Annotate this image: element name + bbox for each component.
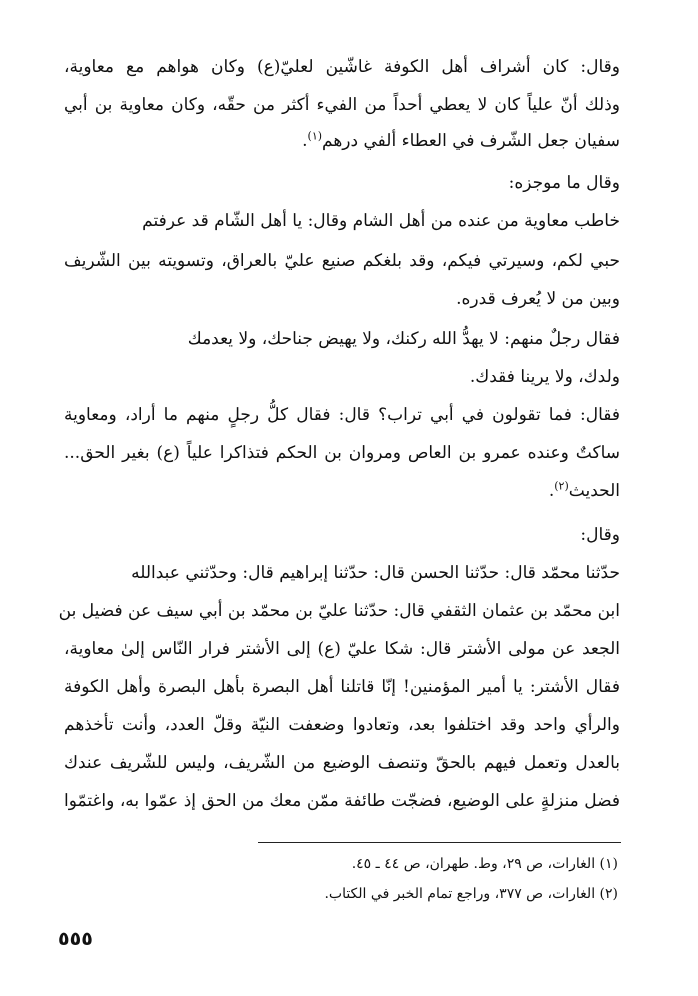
- text-line: والرأي واحد وقد اختلفوا بعد، وتعادوا وضعفت النيّة وقلّ العدد، وأنت تأخذهم: [64, 715, 620, 735]
- punctuation: .: [548, 481, 555, 501]
- text-line-content: الحديث: [568, 481, 620, 501]
- footnote-mark: (٢): [554, 479, 569, 493]
- text-line: حدّثنا محمّد قال: حدّثنا الحسن قال: حدّثنا إبراهيم قال: وحدّثني عبدالله: [131, 563, 620, 583]
- text-line: ولدك، ولا يرينا فقدك.: [469, 367, 620, 387]
- footnote: (١) الغارات، ص ٢٩، وط. طهران، ص ٤٤ ـ ٤٥.: [351, 856, 618, 872]
- text-line: فقال الأشتر: يا أمير المؤمنين! إنّا قاتلنا أهل البصرة بأهل البصرة وأهل الكوفة: [64, 677, 620, 697]
- text-line: وقال: كان أشراف أهل الكوفة غاشّين لعليّ(ع) وكان هواهم مع معاوية،: [64, 57, 620, 77]
- text-line: فقال: فما تقولون في أبي تراب؟ قال: فقال كلُّ رجلٍ منهم ما أراد، ومعاوية: [64, 405, 620, 425]
- text-line: وبين من لا يُعرف قدره.: [456, 289, 620, 309]
- punctuation: .: [302, 131, 308, 151]
- text-line: فضل منزلةٍ على الوضيع، فضجّت طائفة ممّن معك من الحق إذ عمّوا به، واغتمّوا: [64, 791, 620, 811]
- text-line: وقال:: [580, 525, 620, 545]
- text-line: [302, 124, 620, 158]
- text-line: ابن محمّد بن عثمان الثقفي قال: حدّثنا عليّ بن محمّد بن أبي سيف عن فضيل بن: [58, 601, 620, 621]
- text-line: فقال رجلٌ منهم: لا يهدُّ الله ركنك، ولا يهيض جناحك، ولا يعدمك: [187, 329, 620, 349]
- footnote: (٢) الغارات، ص ٣٧٧، وراجع تمام الخبر في الكتاب.: [324, 886, 618, 902]
- page-number: ٥٥٥: [58, 928, 93, 950]
- text-line: ساكتٌ وعنده عمرو بن العاص ومروان بن الحكم فتذاكرا علياً (ع) بغير الحق...: [64, 443, 620, 463]
- text-line: وقال ما موجزه:: [508, 173, 620, 193]
- text-line: خاطب معاوية من عنده من أهل الشام وقال: يا أهل الشّام قد عرفتم: [142, 211, 620, 231]
- text-line: الجعد عن مولى الأشتر قال: شكا عليّ (ع) إلى الأشتر فرار النّاس إلىٰ معاوية،: [64, 639, 620, 659]
- text-line: [549, 474, 620, 508]
- text-line: وذلك أنّ علياً كان لا يعطي أحداً من الفيء أكثر من حقّه، وكان معاوية بن أبي: [64, 95, 620, 115]
- footnote-separator: [258, 842, 621, 843]
- text-line-content: سفيان جعل الشّرف في العطاء ألفي درهم: [322, 131, 620, 151]
- text-line: حبي لكم، وسيرتي فيكم، وقد بلغكم صنيع عليّ بالعراق، وتسويته بين الشّريف: [64, 251, 620, 271]
- text-line: بالعدل وتعمل فيهم بالحقّ وتنصف الوضيع من الشّريف، وليس للشّريف عندك: [64, 753, 620, 773]
- footnote-mark: (١): [307, 129, 323, 143]
